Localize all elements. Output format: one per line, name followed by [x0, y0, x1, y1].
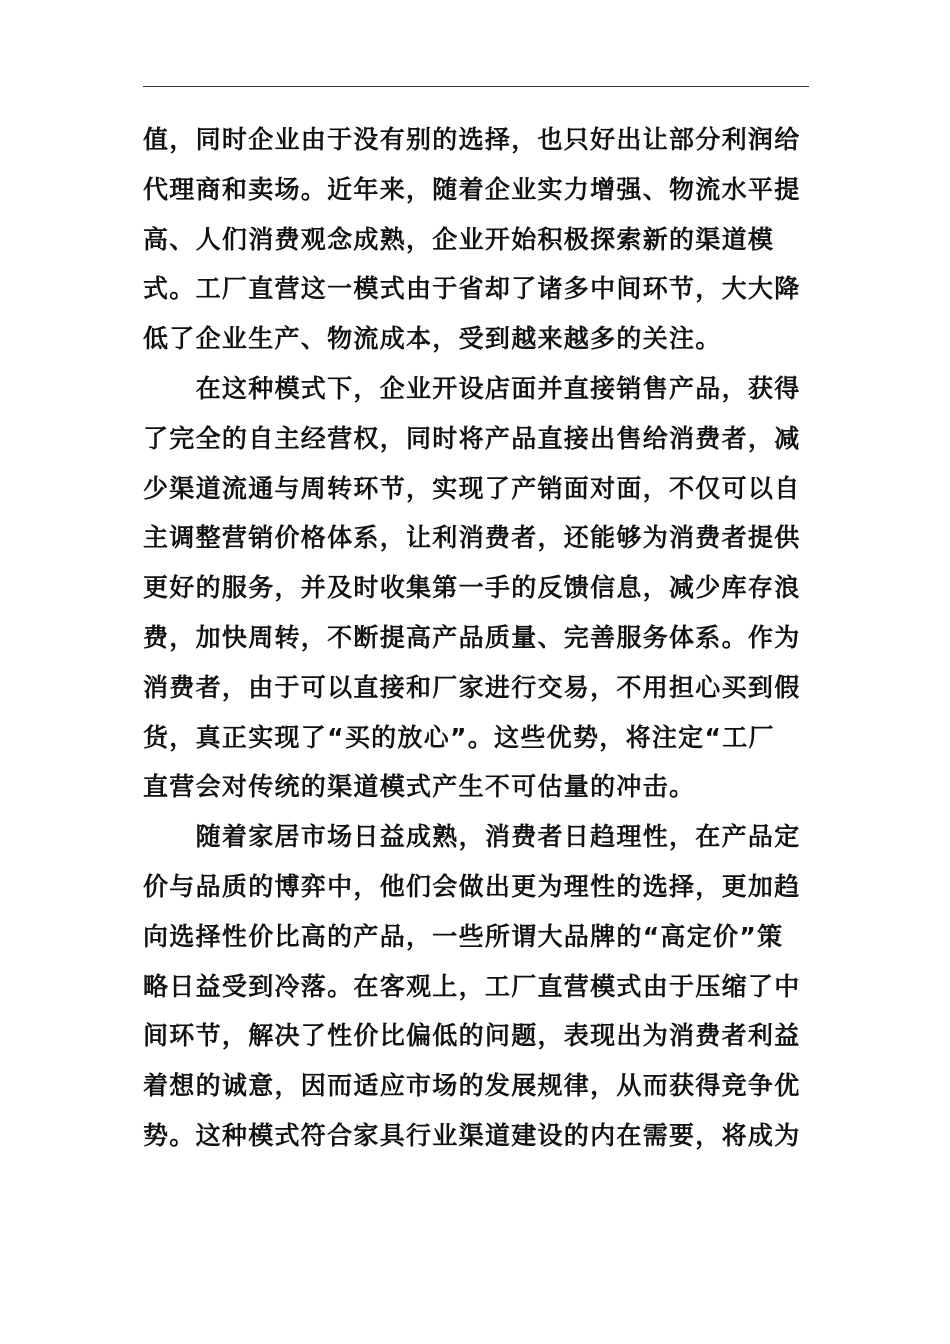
- header-rule: [143, 86, 809, 87]
- text-line: 消费者，由于可以直接和厂家进行交易，不用担心买到假: [143, 672, 801, 702]
- text-line: 向选择性价比高的产品，一些所谓大品牌的“高定价”策: [143, 921, 784, 951]
- text-line: 主调整营销价格体系，让利消费者，还能够为消费者提供: [143, 523, 801, 553]
- text-line: 间环节，解决了性价比偏低的问题，表现出为消费者利益: [143, 1021, 801, 1051]
- text-line: 少渠道流通与周转环节，实现了产销面对面，不仅可以自: [143, 473, 801, 503]
- text-line: 直营会对传统的渠道模式产生不可估量的冲击。: [143, 772, 696, 802]
- paragraph-start-line: 在这种模式下，企业开设店面并直接销售产品，获得: [143, 373, 801, 403]
- body-text: [143, 115, 813, 1161]
- text-line: 了完全的自主经营权，同时将产品直接出售给消费者，减: [143, 423, 801, 453]
- text-line: 值，同时企业由于没有别的选择，也只好出让部分利润给: [143, 125, 801, 154]
- text-line: 势。这种模式符合家具行业渠道建设的内在需要，将成为: [143, 1120, 801, 1150]
- text-line: 价与品质的博弈中，他们会做出更为理性的选择，更加趋: [143, 871, 801, 901]
- text-line: 低了企业生产、物流成本，受到越来越多的关注。: [143, 324, 722, 354]
- text-line: 货，真正实现了“买的放心”。这些优势，将注定“工厂: [143, 722, 775, 752]
- text-line: 更好的服务，并及时收集第一手的反馈信息，减少库存浪: [143, 573, 801, 603]
- paragraph-start-line: 随着家居市场日益成熟，消费者日趋理性，在产品定: [143, 822, 801, 852]
- text-line: 着想的诚意，因而适应市场的发展规律，从而获得竞争优: [143, 1071, 801, 1101]
- text-line: 高、人们消费观念成熟，企业开始积极探索新的渠道模: [143, 224, 775, 254]
- text-line: 代理商和卖场。近年来，随着企业实力增强、物流水平提: [143, 174, 801, 204]
- text-line: 式。工厂直营这一模式由于省却了诸多中间环节，大大降: [143, 274, 801, 304]
- text-line: 略日益受到冷落。在客观上，工厂直营模式由于压缩了中: [143, 971, 801, 1001]
- text-line: 费，加快周转，不断提高产品质量、完善服务体系。作为: [143, 622, 801, 652]
